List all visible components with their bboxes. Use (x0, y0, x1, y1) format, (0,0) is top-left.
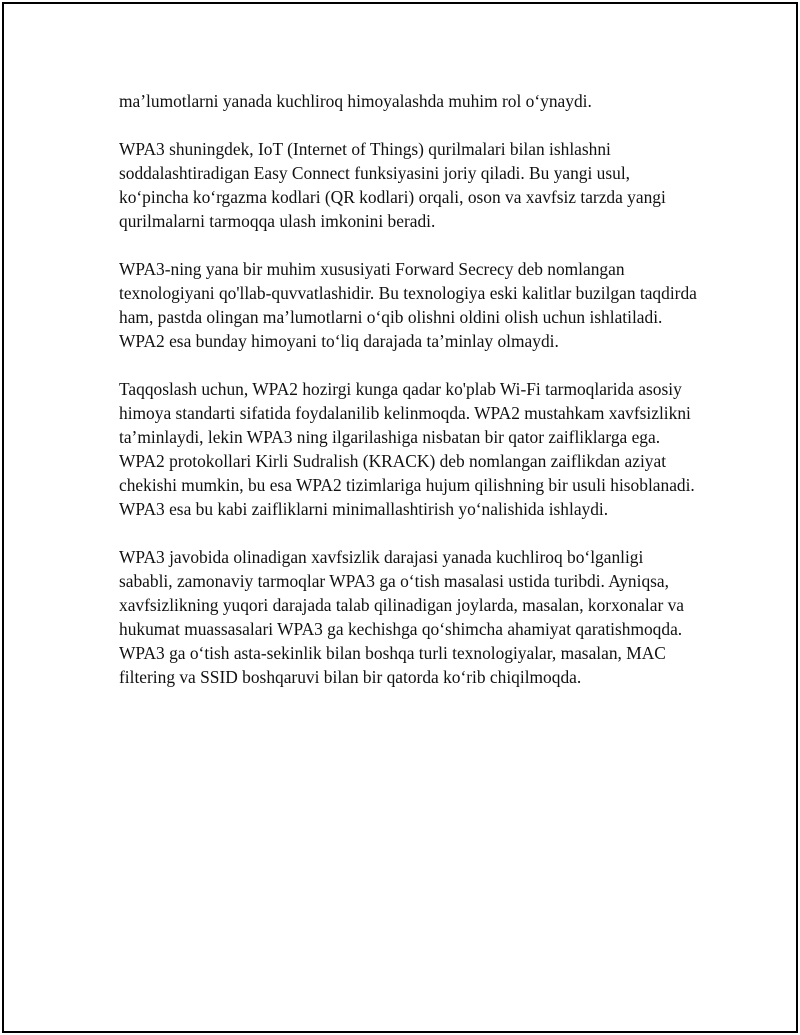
paragraph-5: WPA3 javobida olinadigan xavfsizlik darajasi yanada kuchliroq bo‘lganligi sababli, zamonaviy tarmoqlar WPA3 ga o‘tish masalasi ustida turibdi. Ayniqsa, xavfsizlikning yuqori darajada talab qilinadigan joylarda, masalan, korxonalar va hukumat muassasalari WPA3 ga kechishga qo‘shimcha ahamiyat qaratishmoqda. WPA3 ga o‘tish asta-sekinlik bilan boshqa turli texnologiyalar, masalan, MAC filtering va SSID boshqaruvi bilan bir qatorda ko‘rib chiqilmoqda. (119, 547, 685, 687)
document-body (119, 89, 699, 713)
paragraph-2: WPA3 shuningdek, IoT (Internet of Things) qurilmalari bilan ishlashni soddalashtiradigan Easy Connect funksiyasini joriy qiladi. Bu yangi usul, ko‘pincha ko‘rgazma kodlari (QR kodlari) orqali, oson va xavfsiz tarzda yangi qurilmalarni tarmoqqa ulash imkonini beradi. (119, 139, 666, 231)
paragraph-3: WPA3-ning yana bir muhim xususiyati Forward Secrecy deb nomlangan texnologiyani qo'llab-quvvatlashidir. Bu texnologiya eski kalitlar buzilgan taqdirda ham, pastda olingan ma’lumotlarni o‘qib olishni oldini olish uchun ishlatiladi. WPA2 esa bunday himoyani to‘liq darajada ta’minlay olmaydi. (119, 259, 697, 351)
paragraph-1: ma’lumotlarni yanada kuchliroq himoyalashda muhim rol o‘ynaydi. (119, 91, 592, 111)
paragraph-4: Taqqoslash uchun, WPA2 hozirgi kunga qadar ko'plab Wi-Fi tarmoqlarida asosiy himoya standarti sifatida foydalanilib kelinmoqda. WPA2 mustahkam xavfsizlikni ta’minlaydi, lekin WPA3 ning ilgarilashiga nisbatan bir qator zaifliklarga ega. WPA2 protokollari Kirli Sudralish (KRACK) deb nomlangan zaiflikdan aziyat chekishi mumkin, bu esa WPA2 tizimlariga hujum qilishning bir usuli hisoblanadi. WPA3 esa bu kabi zaifliklarni minimallashtirish yo‘nalishida ishlaydi. (119, 379, 695, 519)
